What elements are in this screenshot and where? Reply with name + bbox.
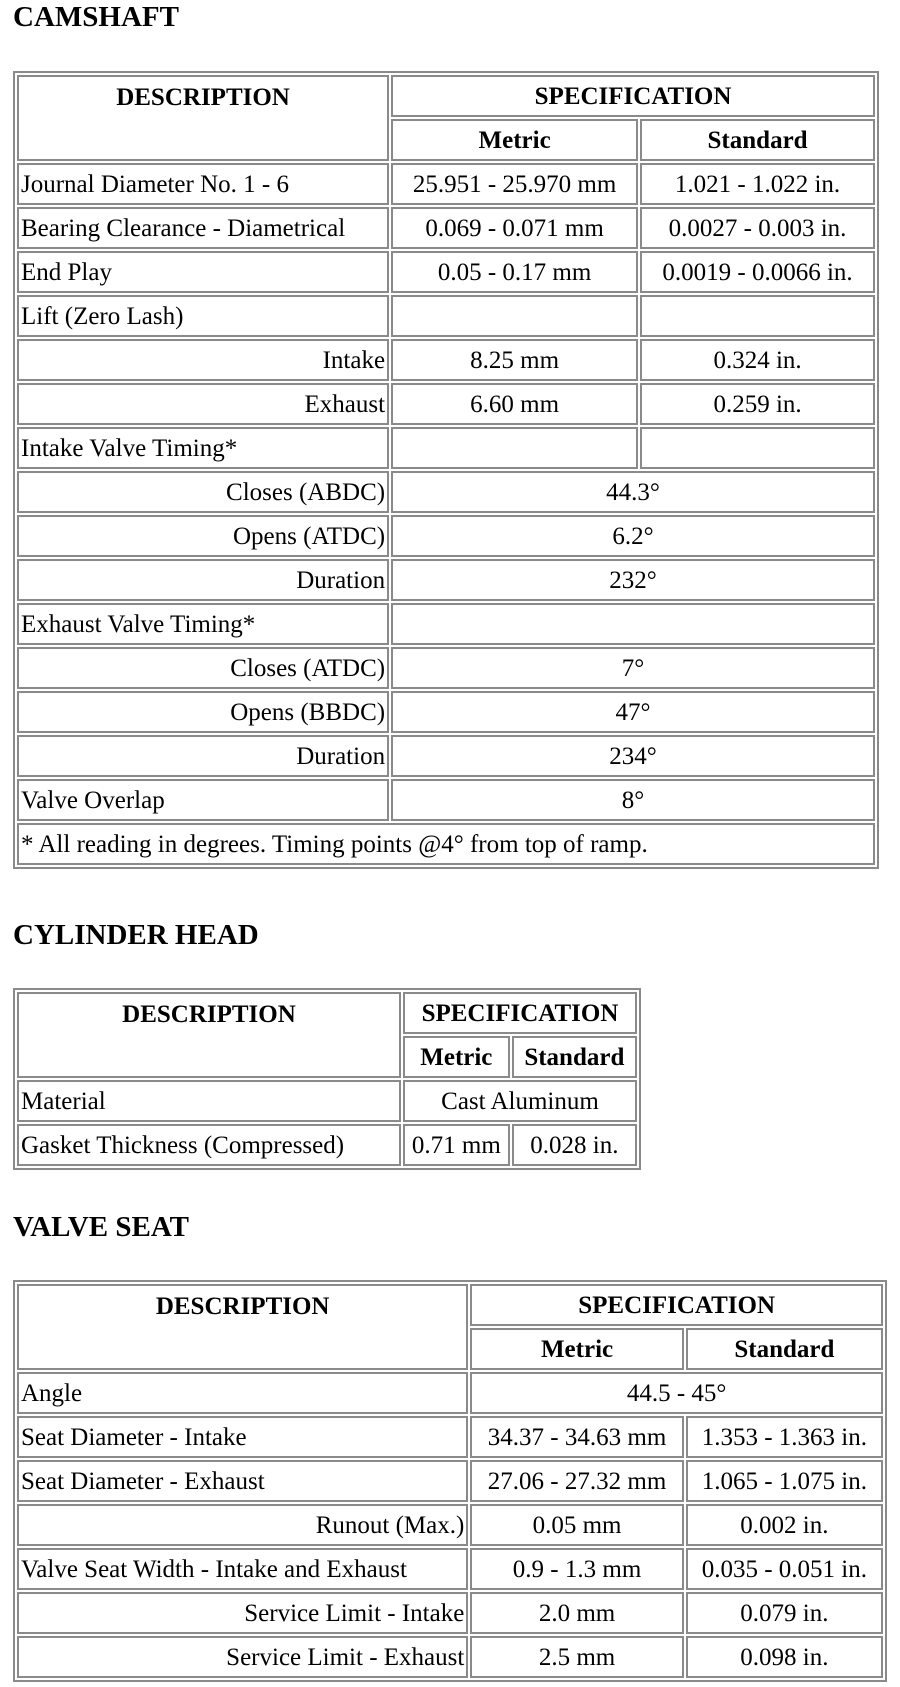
cylinder-head-title: CYLINDER HEAD [13, 919, 259, 951]
table-row [17, 823, 875, 865]
metric-value: 2.5 mm [470, 1636, 683, 1678]
standard-value: 0.324 in. [640, 339, 875, 381]
row-label: Runout (Max.) [17, 1504, 468, 1546]
standard-value: 0.259 in. [640, 383, 875, 425]
standard-value: 1.065 - 1.075 in. [686, 1460, 883, 1502]
standard-value: 1.353 - 1.363 in. [686, 1416, 883, 1458]
footnote: * All reading in degrees. Timing points @4° from top of ramp. [17, 823, 875, 865]
description-header: DESCRIPTION [17, 992, 401, 1078]
table-row [17, 339, 875, 381]
spec-value: 232° [391, 559, 875, 601]
metric-value: 6.60 mm [391, 383, 638, 425]
table-row [17, 992, 637, 1034]
table-row [17, 471, 875, 513]
standard-value: 0.002 in. [686, 1504, 883, 1546]
standard-header: Standard [686, 1328, 883, 1370]
standard-value: 0.0027 - 0.003 in. [640, 207, 875, 249]
spec-value: 44.3° [391, 471, 875, 513]
row-label: Opens (BBDC) [17, 691, 389, 733]
table-row [17, 1504, 883, 1546]
metric-value: 0.05 mm [470, 1504, 683, 1546]
table-row [17, 1124, 637, 1166]
row-label: Exhaust [17, 383, 389, 425]
standard-value: 0.035 - 0.051 in. [686, 1548, 883, 1590]
table-row [17, 1460, 883, 1502]
row-label: Bearing Clearance - Diametrical [17, 207, 389, 249]
table-row [17, 1372, 883, 1414]
spec-value: 7° [391, 647, 875, 689]
spec-value: 44.5 - 45° [470, 1372, 883, 1414]
row-label: Gasket Thickness (Compressed) [17, 1124, 401, 1166]
empty-cell [391, 603, 875, 645]
empty-cell [391, 295, 638, 337]
row-label: Valve Overlap [17, 779, 389, 821]
metric-value: 0.9 - 1.3 mm [470, 1548, 683, 1590]
table-row [17, 1592, 883, 1634]
metric-value: 8.25 mm [391, 339, 638, 381]
table-row [17, 647, 875, 689]
spec-value: 47° [391, 691, 875, 733]
row-label: Intake Valve Timing* [17, 427, 389, 469]
valve-seat-table [13, 1280, 887, 1682]
row-label: Closes (ATDC) [17, 647, 389, 689]
standard-header: Standard [512, 1036, 637, 1078]
table-row [17, 163, 875, 205]
row-label: Closes (ABDC) [17, 471, 389, 513]
description-header: DESCRIPTION [17, 75, 389, 161]
row-label: Duration [17, 735, 389, 777]
standard-value: 0.0019 - 0.0066 in. [640, 251, 875, 293]
row-label: Seat Diameter - Exhaust [17, 1460, 468, 1502]
row-label: Lift (Zero Lash) [17, 295, 389, 337]
metric-value: 27.06 - 27.32 mm [470, 1460, 683, 1502]
standard-value: 0.079 in. [686, 1592, 883, 1634]
spec-value: 6.2° [391, 515, 875, 557]
empty-cell [391, 427, 638, 469]
table-row [17, 1636, 883, 1678]
table-row [17, 559, 875, 601]
table-row [17, 1284, 883, 1326]
metric-value: 0.05 - 0.17 mm [391, 251, 638, 293]
table-row [17, 1080, 637, 1122]
standard-value: 0.098 in. [686, 1636, 883, 1678]
standard-header: Standard [640, 119, 875, 161]
table-row [17, 207, 875, 249]
row-label: Seat Diameter - Intake [17, 1416, 468, 1458]
table-row [17, 515, 875, 557]
table-row [17, 251, 875, 293]
description-header: DESCRIPTION [17, 1284, 468, 1370]
metric-value: 25.951 - 25.970 mm [391, 163, 638, 205]
row-label: Angle [17, 1372, 468, 1414]
standard-value: 1.021 - 1.022 in. [640, 163, 875, 205]
empty-cell [640, 427, 875, 469]
metric-header: Metric [403, 1036, 510, 1078]
standard-value: 0.028 in. [512, 1124, 637, 1166]
metric-value: 0.71 mm [403, 1124, 510, 1166]
specification-header: SPECIFICATION [470, 1284, 883, 1326]
spec-value: 234° [391, 735, 875, 777]
row-label: Exhaust Valve Timing* [17, 603, 389, 645]
valve-seat-title: VALVE SEAT [13, 1211, 189, 1243]
table-row [17, 779, 875, 821]
row-label: Journal Diameter No. 1 - 6 [17, 163, 389, 205]
table-row [17, 427, 875, 469]
metric-value: 0.069 - 0.071 mm [391, 207, 638, 249]
table-row [17, 383, 875, 425]
spec-value: Cast Aluminum [403, 1080, 637, 1122]
spec-value: 8° [391, 779, 875, 821]
table-row [17, 1416, 883, 1458]
metric-value: 34.37 - 34.63 mm [470, 1416, 683, 1458]
empty-cell [640, 295, 875, 337]
row-label: Opens (ATDC) [17, 515, 389, 557]
metric-header: Metric [470, 1328, 683, 1370]
metric-value: 2.0 mm [470, 1592, 683, 1634]
specification-header: SPECIFICATION [391, 75, 875, 117]
specification-header: SPECIFICATION [403, 992, 637, 1034]
row-label: Duration [17, 559, 389, 601]
table-row [17, 1548, 883, 1590]
table-row [17, 75, 875, 117]
row-label: Material [17, 1080, 401, 1122]
row-label: End Play [17, 251, 389, 293]
row-label: Valve Seat Width - Intake and Exhaust [17, 1548, 468, 1590]
metric-header: Metric [391, 119, 638, 161]
table-row [17, 691, 875, 733]
table-row [17, 735, 875, 777]
row-label: Intake [17, 339, 389, 381]
camshaft-table [13, 71, 879, 869]
camshaft-title: CAMSHAFT [13, 1, 179, 33]
cylinder-head-table [13, 988, 641, 1170]
row-label: Service Limit - Intake [17, 1592, 468, 1634]
row-label: Service Limit - Exhaust [17, 1636, 468, 1678]
table-row [17, 603, 875, 645]
table-row [17, 295, 875, 337]
